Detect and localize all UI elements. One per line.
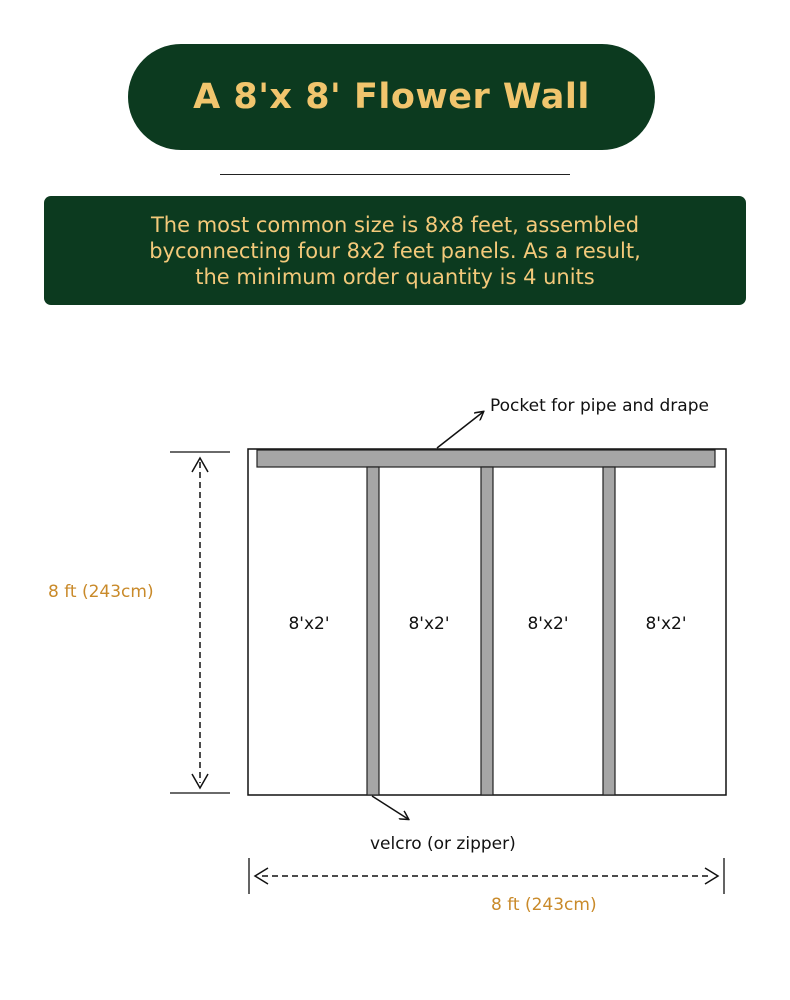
panel-label-1: 8'x2' [288,614,330,634]
panel-label-4: 8'x2' [645,614,687,634]
panel-label-3: 8'x2' [527,614,569,634]
velcro-arrow [372,796,408,819]
pipe-pocket-bar [257,450,715,467]
info-line-3: the minimum order quantity is 4 units [195,264,595,289]
velcro-strip-1 [367,467,379,795]
pocket-arrow [437,412,483,448]
velcro-label: velcro (or zipper) [370,834,516,854]
info-line-1: The most common size is 8x8 feet, assembled [150,212,640,237]
velcro-strip-3 [603,467,615,795]
info-line-2: byconnecting four 8x2 feet panels. As a result, [149,238,641,263]
panel-label-2: 8'x2' [408,614,450,634]
page-title: A 8'x 8' Flower Wall [193,77,590,117]
height-label: 8 ft (243cm) [48,582,154,602]
velcro-strip-2 [481,467,493,795]
width-label: 8 ft (243cm) [491,895,597,915]
pocket-label: Pocket for pipe and drape [490,396,709,416]
